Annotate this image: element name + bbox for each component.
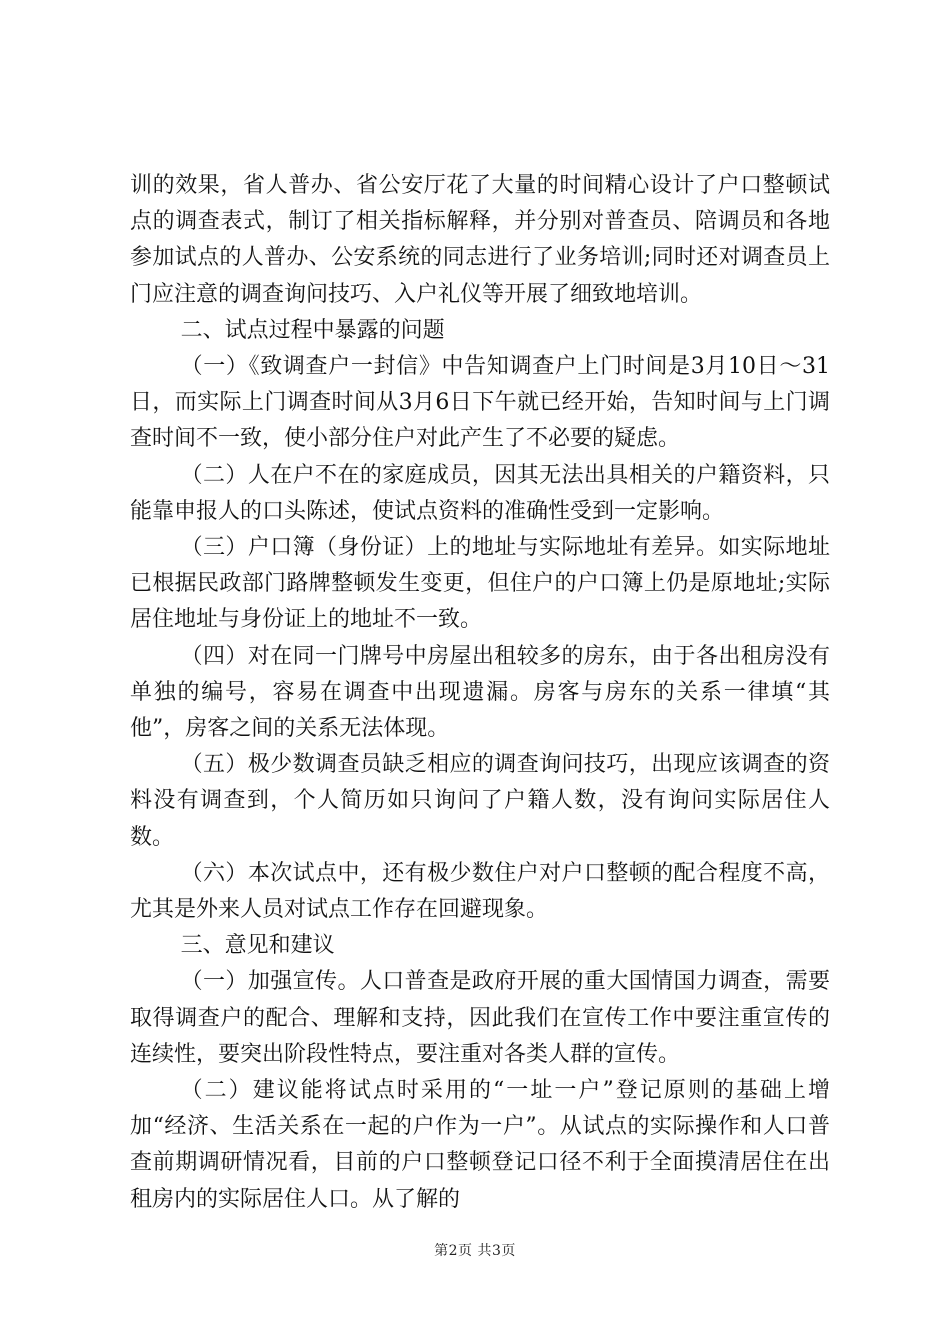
problem-item-1: （一）《致调查户一封信》中告知调查户上门时间是3月10日～31日，而实际上门调查时间从3月6日下午就已经开始，告知时间与上门调查时间不一致，使小部分住户对此产生了不必要的疑虑。 — [130, 354, 830, 452]
problem-item-4: （四）对在同一门牌号中房屋出租较多的房东，由于各出租房没有单独的编号，容易在调查中出现遗漏。房客与房东的关系一律填“其他”，房客之间的关系无法体现。 — [130, 643, 830, 742]
suggestion-item-2: （二）建议能将试点时采用的“一址一户”登记原则的基础上增加“经济、生活关系在一起的户作为一户”。从试点的实际操作和人口普查前期调研情况看，目前的户口整顿登记口径不利于全面摸清居住在出租房内的实际居住人口。从了解的 — [130, 1078, 830, 1212]
section-heading-suggestions: 三、意见和建议 — [180, 933, 335, 959]
problem-item-6: （六）本次试点中，还有极少数住户对户口整顿的配合程度不高，尤其是外来人员对试点工作存在回避现象。 — [130, 860, 830, 923]
problem-item-2: （二）人在户不在的家庭成员，因其无法出具相关的户籍资料，只能靠申报人的口头陈述，使试点资料的准确性受到一定影响。 — [130, 462, 830, 524]
problem-item-3: （三）户口簿（身份证）上的地址与实际地址有差异。如实际地址已根据民政部门路牌整顿发生变更，但住户的户口簿上仍是原地址;实际居住地址与身份证上的地址不一致。 — [130, 535, 830, 633]
document-body — [130, 168, 830, 1218]
problem-item-5: （五）极少数调查员缺乏相应的调查询问技巧，出现应该调查的资料没有调查到，个人简历如只询问了户籍人数，没有询问实际居住人数。 — [130, 752, 830, 850]
page-number-footer: 第2页 共3页 — [434, 1243, 516, 1259]
suggestion-item-1: （一）加强宣传。人口普查是政府开展的重大国情国力调查，需要取得调查户的配合、理解和支持，因此我们在宣传工作中要注重宣传的连续性，要突出阶段性特点，要注重对各类人群的宣传。 — [130, 969, 830, 1067]
paragraph-continuation: 训的效果，省人普办、省公安厅花了大量的时间精心设计了户口整顿试点的调查表式，制订了相关指标解释，并分别对普查员、陪调员和各地参加试点的人普办、公安系统的同志进行了业务培训;同时还对调查员上门应注意的调查询问技巧、入户礼仪等开展了细致地培训。 — [130, 173, 830, 307]
section-heading-problems: 二、试点过程中暴露的问题 — [180, 317, 445, 343]
